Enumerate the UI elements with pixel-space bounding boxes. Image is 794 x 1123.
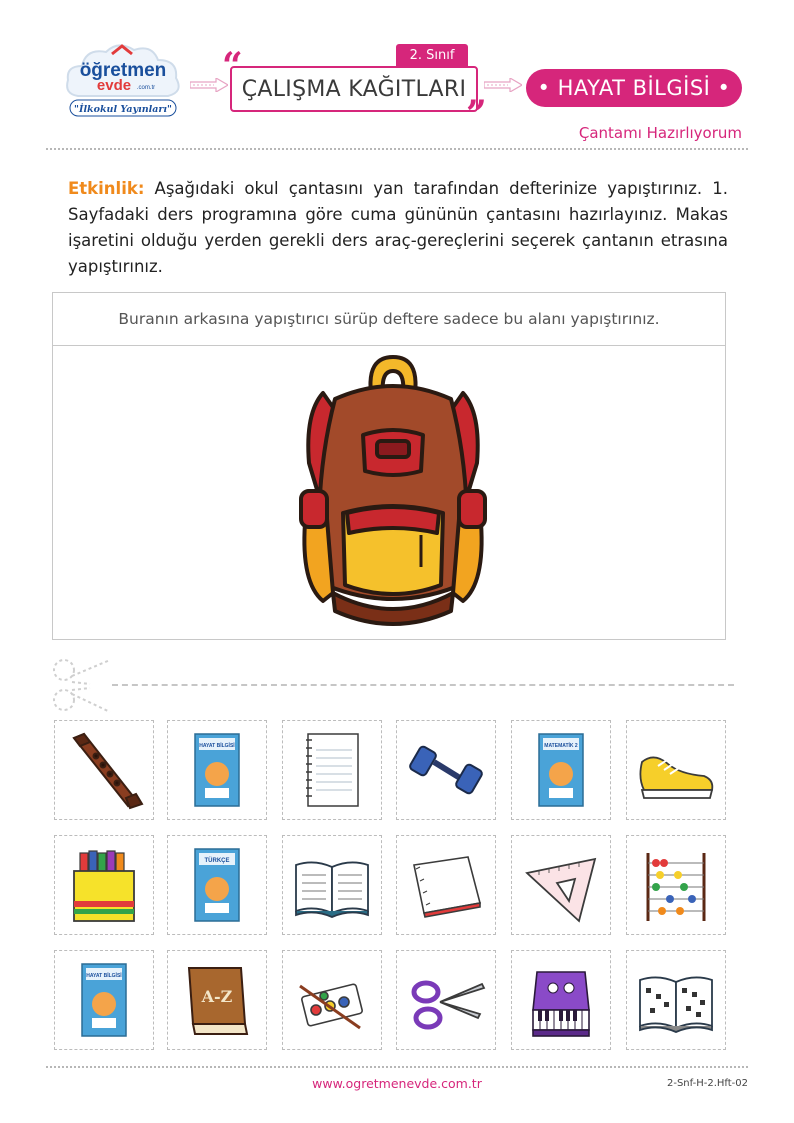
set-square-icon [519, 843, 603, 927]
puzzle-book-icon [634, 958, 718, 1042]
book-title: A-Z [201, 987, 233, 1006]
matematik-book-icon [519, 728, 603, 812]
footer-code: 2-Snf-H-2.Hft-02 [666, 1078, 748, 1089]
scissors-icon [404, 958, 488, 1042]
book-title: HAYAT BİLGİSİ [199, 743, 235, 749]
footer-divider [46, 1066, 748, 1068]
piano-icon [519, 958, 603, 1042]
cutout-card[interactable] [626, 835, 726, 935]
cutout-card[interactable] [626, 720, 726, 820]
notebook-icon [290, 728, 374, 812]
scissors-cut-icon [50, 656, 114, 720]
crayons-box-icon [62, 843, 146, 927]
arrow-right-icon [484, 78, 522, 92]
cutout-card[interactable] [167, 720, 267, 820]
paint-set-icon [290, 958, 374, 1042]
backpack-icon [293, 353, 493, 633]
cutout-card[interactable] [396, 835, 496, 935]
grade-tag: 2. Sınıf [396, 44, 468, 66]
book-title: MATEMATİK 2 [544, 743, 578, 749]
publisher-logo [60, 38, 186, 122]
cutout-card[interactable] [54, 720, 154, 820]
hayat-bilgisi-book-icon [175, 728, 259, 812]
logo-line1: öğretmen [79, 60, 167, 81]
abacus-icon [634, 843, 718, 927]
subject-badge: • HAYAT BİLGİSİ • [526, 69, 742, 107]
dictionary-icon [175, 958, 259, 1042]
close-quote-icon: ” [466, 93, 487, 135]
logo-domain: .com.tr [136, 85, 156, 91]
turkce-book-icon [175, 843, 259, 927]
sneaker-icon [634, 728, 718, 812]
cutout-card[interactable] [396, 720, 496, 820]
open-book-icon [290, 843, 374, 927]
topic-title: Çantamı Hazırlıyorum [578, 124, 742, 142]
cutout-card[interactable] [282, 950, 382, 1050]
cutout-card[interactable] [54, 950, 154, 1050]
cutout-card[interactable] [626, 950, 726, 1050]
book-title: TÜRKÇE [204, 858, 230, 864]
cutout-card[interactable] [511, 835, 611, 935]
cutout-card[interactable] [54, 835, 154, 935]
hayat-bilgisi-book-icon [62, 958, 146, 1042]
recorder-flute-icon [62, 728, 146, 812]
cutout-card[interactable] [511, 720, 611, 820]
cutout-card[interactable] [282, 720, 382, 820]
paste-area-header: Buranın arkasına yapıştırıcı sürüp deftere sadece bu alanı yapıştırınız. [53, 293, 725, 346]
logo-tagline: "İlkokul Yayınları" [74, 104, 172, 115]
header-divider [46, 148, 748, 150]
drawing-pad-icon [404, 843, 488, 927]
logo-line2: evde [96, 77, 132, 94]
worksheet-title: ÇALIŞMA KAĞITLARI [230, 66, 478, 112]
activity-label: Etkinlik: [68, 179, 145, 198]
activity-text: Aşağıdaki okul çantasını yan tarafından defterinize yapıştırınız. 1. Sayfadaki ders programına göre cuma gününün çantasını hazırlayınız. Makas işaretini olduğu yerden gerekli ders araç-gereçlerini seçerek çantanın etrasına yapıştırınız. [68, 179, 728, 276]
cutout-card[interactable] [282, 835, 382, 935]
paste-area [52, 292, 726, 640]
footer-website: www.ogretmenevde.com.tr [312, 1076, 482, 1091]
cutout-card[interactable] [511, 950, 611, 1050]
open-quote-icon: “ [222, 45, 243, 87]
cutout-card[interactable] [167, 950, 267, 1050]
cutout-card[interactable] [396, 950, 496, 1050]
cloud-logo-icon [60, 38, 186, 122]
activity-instructions [68, 176, 728, 280]
cut-line [112, 684, 734, 686]
cutout-card[interactable] [167, 835, 267, 935]
book-title: HAYAT BİLGİSİ [86, 973, 122, 979]
dumbbell-icon [404, 728, 488, 812]
